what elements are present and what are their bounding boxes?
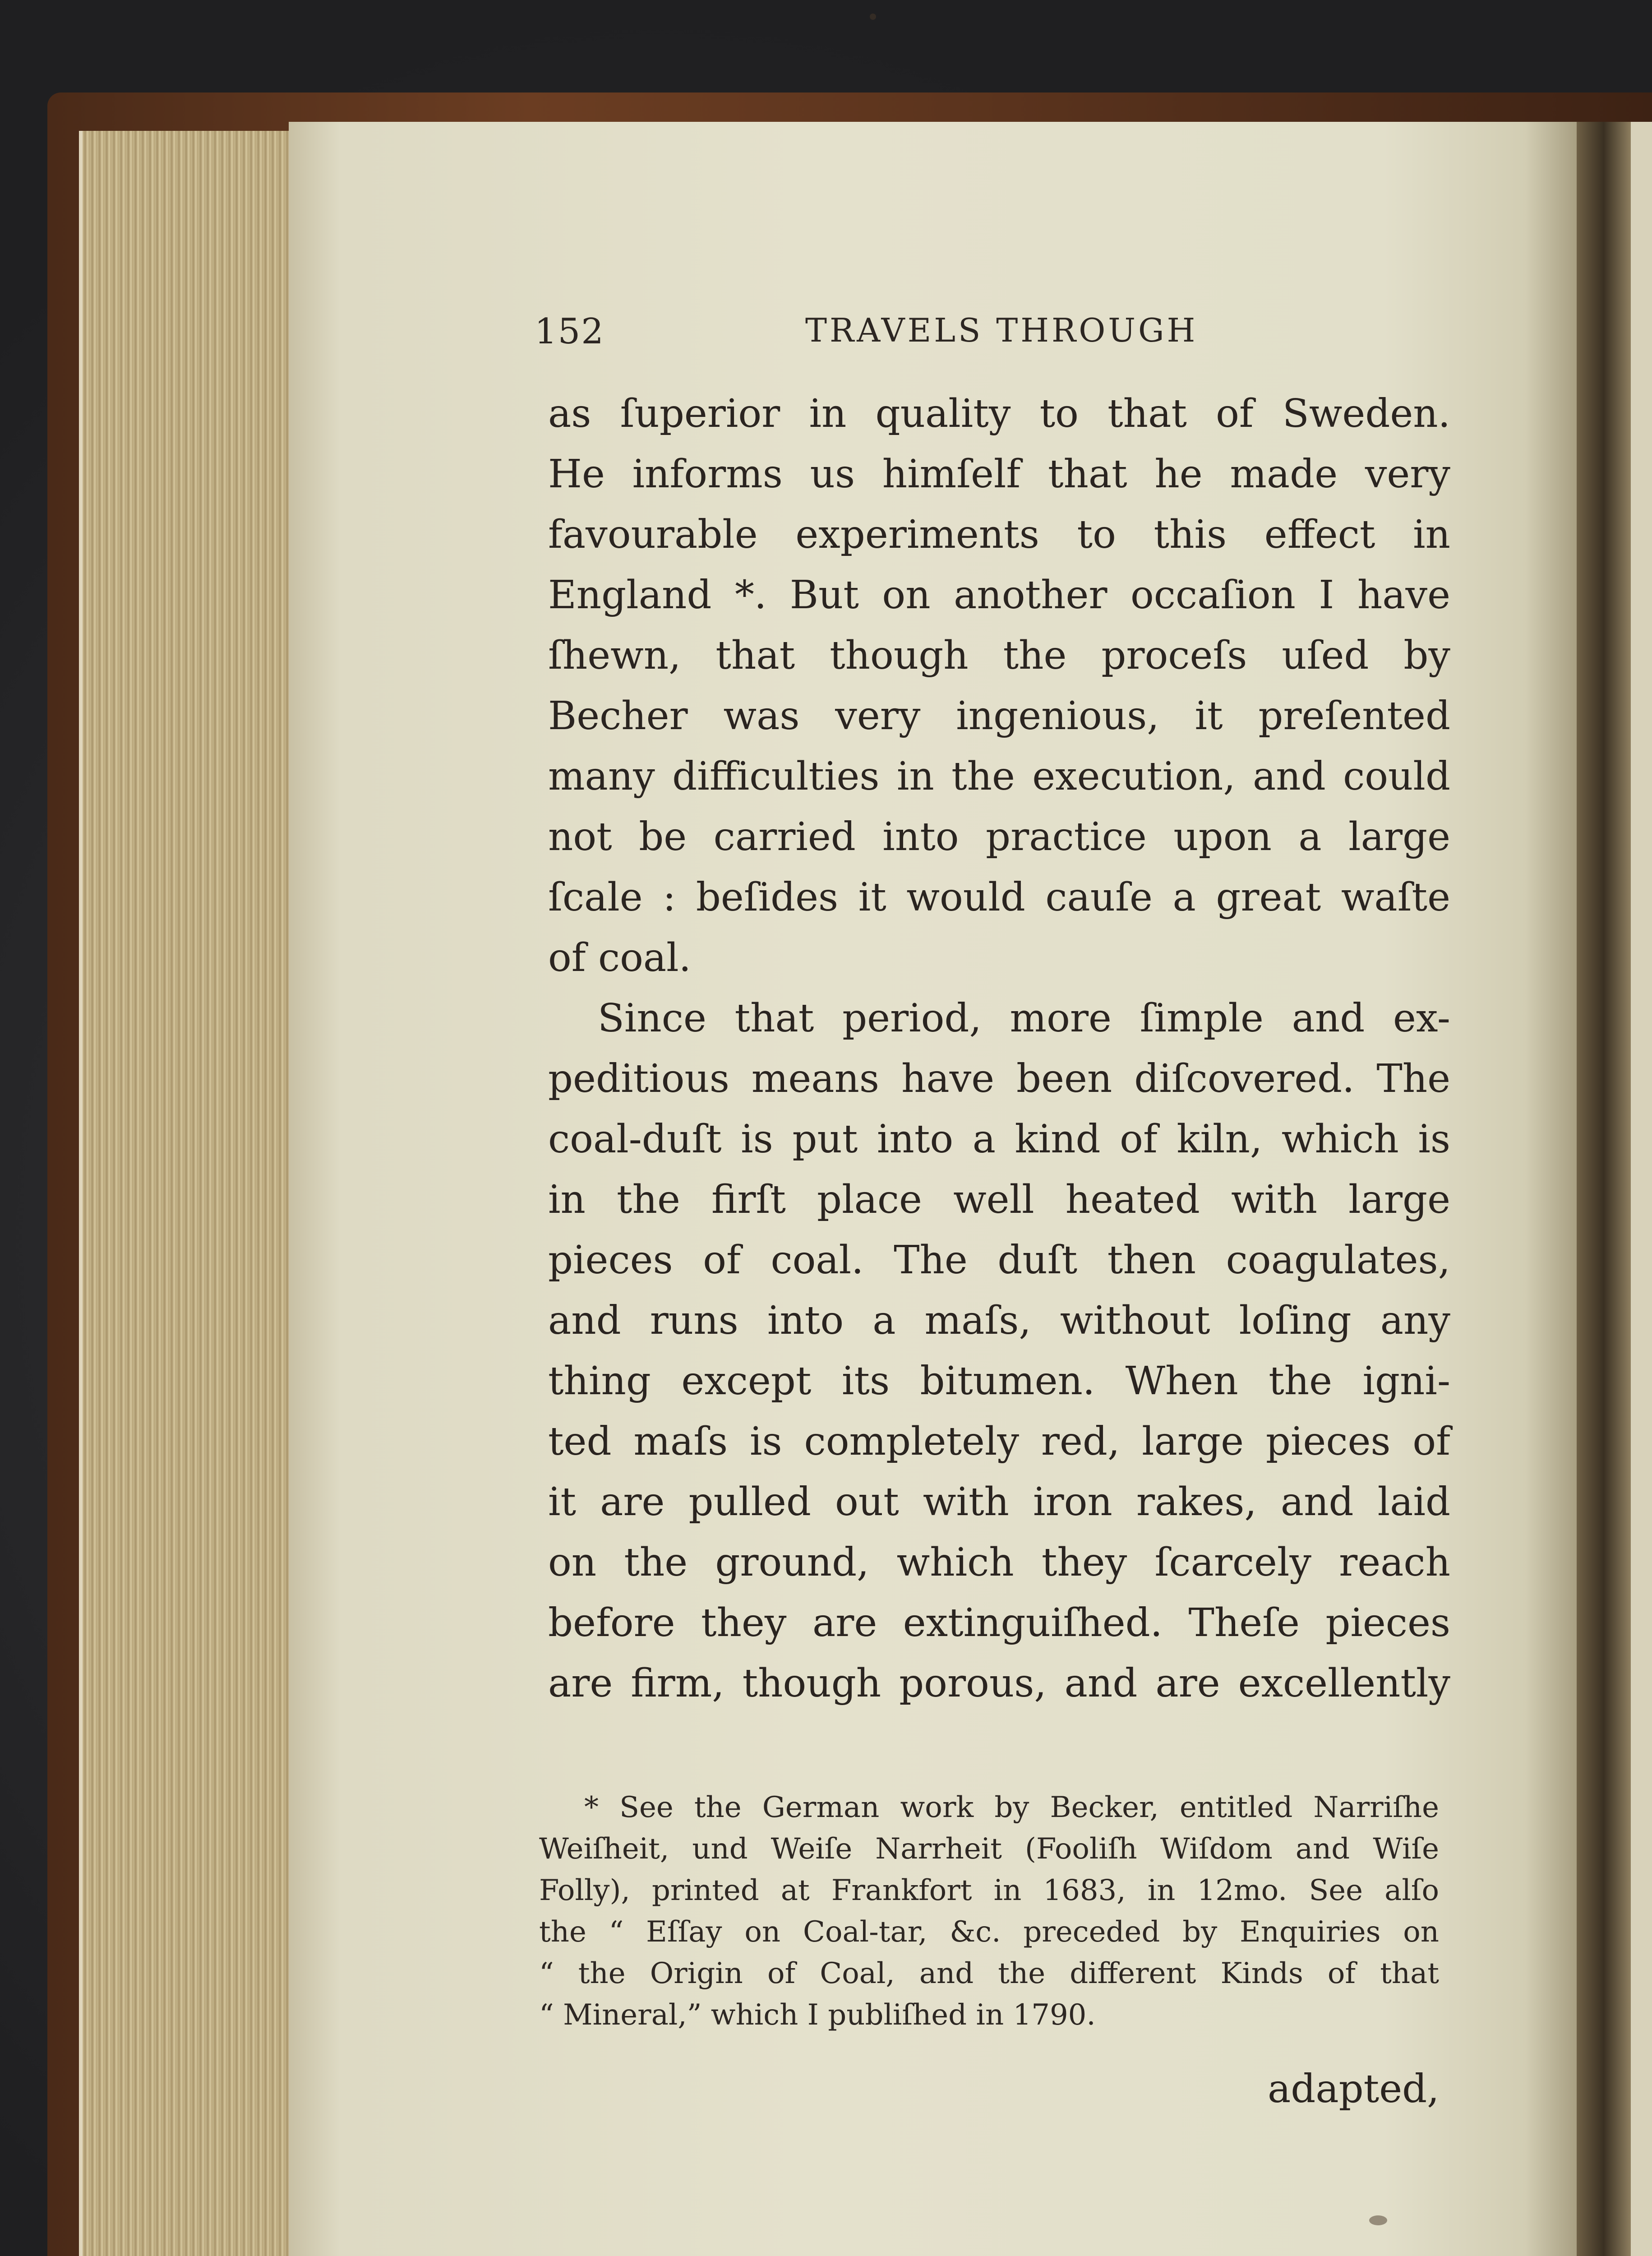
footnote-line: “ the Origin of Coal, and the different Kinds of that xyxy=(539,1957,1439,1990)
footnote-line: “ Mineral,” which I publiſhed in 1790. xyxy=(539,1998,1096,2032)
text-line: and runs into a maſs, without loſing any xyxy=(548,1298,1450,1343)
footnote-line: Folly), printed at Frankfort in 1683, in 12mo. See alſo xyxy=(539,1874,1439,1907)
footnote-line: Weiſheit, und Weiſe Narrheit (Fooliſh Wiſdom and Wiſe xyxy=(539,1832,1439,1866)
text-line: thing except its bitumen. When the igni- xyxy=(548,1359,1450,1404)
text-line: ted maſs is completely red, large pieces of xyxy=(548,1419,1450,1464)
page-header xyxy=(535,311,1256,361)
page-number: 152 xyxy=(535,311,605,352)
ink-mark xyxy=(870,14,876,20)
text-line: England *. But on another occaſion I have xyxy=(548,573,1450,618)
text-line: as ſuperior in quality to that of Sweden. xyxy=(548,391,1450,436)
text-line: ſcale : beſides it would cauſe a great waſte xyxy=(548,875,1450,920)
paragraph-end-line: of coal. xyxy=(548,935,691,980)
text-line: pieces of coal. The duſt then coagulates, xyxy=(548,1238,1450,1283)
footnote-line: the “ Eſſay on Coal-tar, &c. preceded by Enquiries on xyxy=(539,1915,1439,1949)
text-line: many difficulties in the execution, and could xyxy=(548,754,1450,799)
text-line: favourable experiments to this effect in xyxy=(548,512,1450,557)
text-line: on the ground, which they ſcarcely reach xyxy=(548,1540,1450,1585)
facing-page-edge xyxy=(1631,122,1652,2256)
running-head: TRAVELS THROUGH xyxy=(805,311,1198,349)
book-gutter xyxy=(1577,122,1631,2256)
paragraph-start-line: Since that period, more ſimple and ex- xyxy=(598,996,1450,1041)
footnote-line: * See the German work by Becker, entitled Narriſhe xyxy=(584,1791,1439,1824)
text-line: in the firſt place well heated with large xyxy=(548,1177,1450,1222)
text-line: ſhewn, that though the proceſs uſed by xyxy=(548,633,1450,678)
page-edges xyxy=(79,131,299,2256)
text-line: before they are extinguiſhed. Theſe pieces xyxy=(548,1600,1450,1646)
text-line: not be carried into practice upon a large xyxy=(548,814,1450,860)
text-line: peditious means have been diſcovered. The xyxy=(548,1056,1450,1101)
text-line: Becher was very ingenious, it preſented xyxy=(548,693,1450,739)
text-line: He informs us himſelf that he made very xyxy=(548,452,1450,497)
text-line: coal-duſt is put into a kind of kiln, which is xyxy=(548,1117,1450,1162)
text-line: it are pulled out with iron rakes, and laid xyxy=(548,1479,1450,1525)
ink-smudge xyxy=(1369,2215,1387,2225)
catchword: adapted, xyxy=(1268,2066,1440,2112)
text-line: are firm, though porous, and are excellently xyxy=(548,1661,1450,1706)
body-text xyxy=(548,384,1450,1714)
footnote xyxy=(539,1787,1439,2036)
